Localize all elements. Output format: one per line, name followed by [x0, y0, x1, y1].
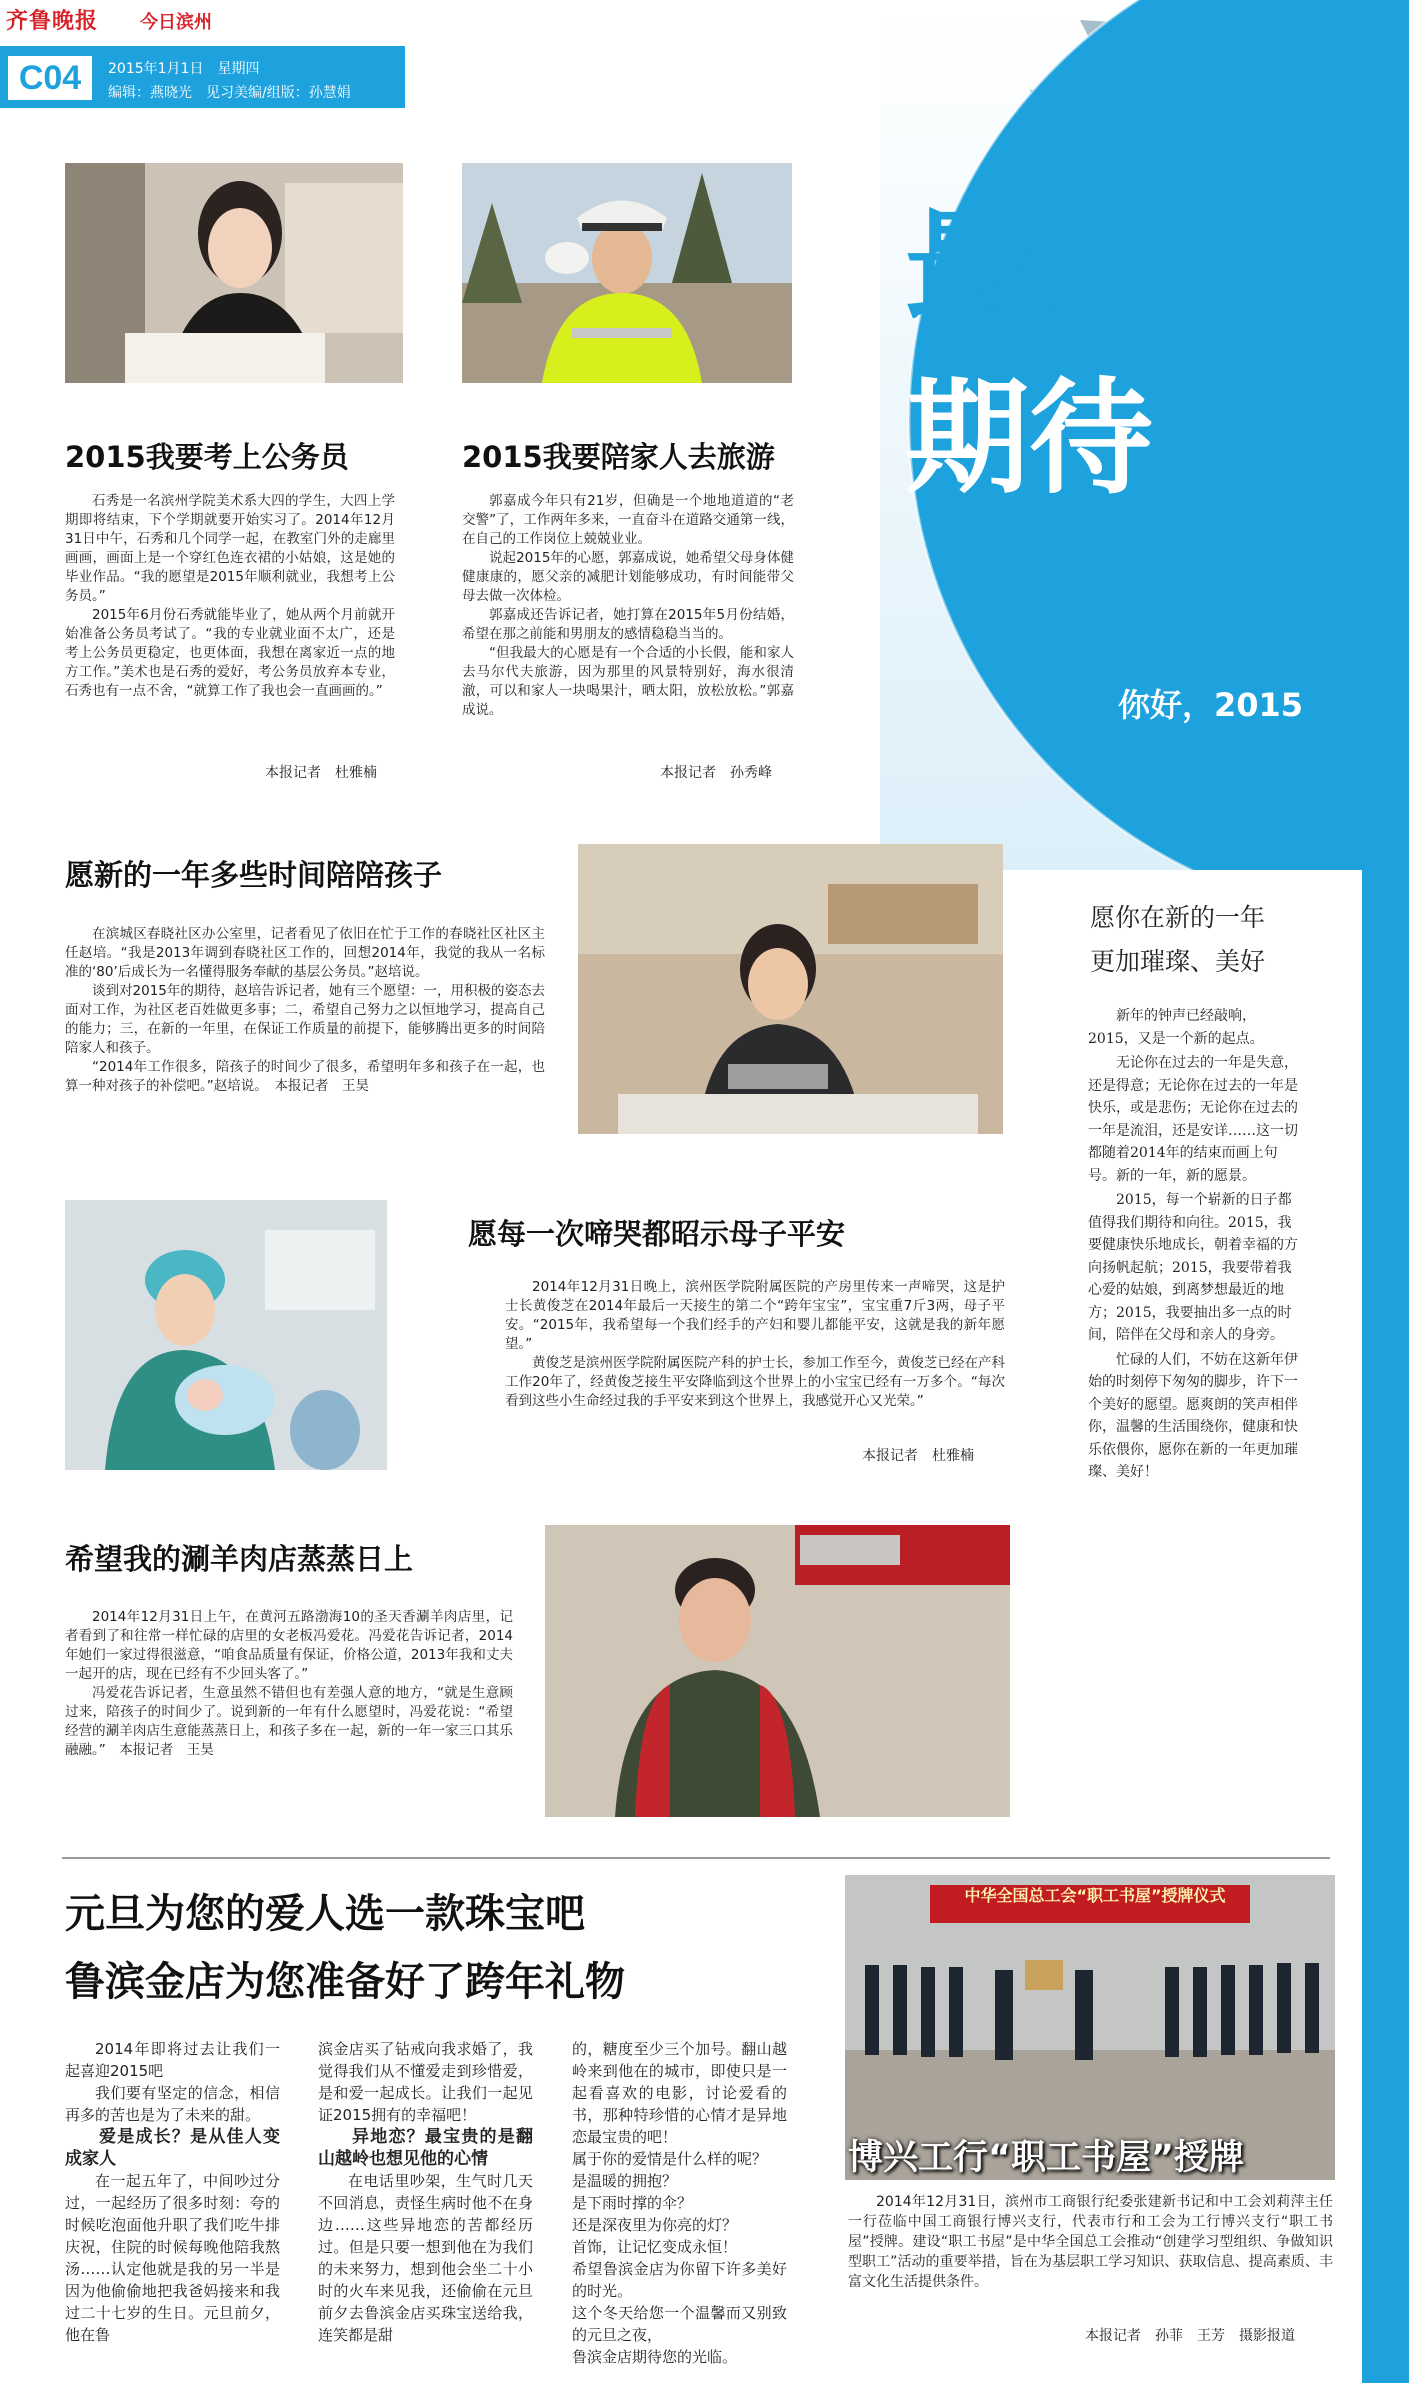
- essay-title-line1: 愿你在新的一年: [1090, 903, 1266, 932]
- paragraph: 2015，每一个崭新的日子都值得我们期待和向往。2015，我要健康快乐地成长，朝着幸福的方向扬帆起航；2015，我要带着我心爱的姑娘，到离梦想最近的地方；2015，我要抽出多一点的时间，陪伴在父母和亲人的身旁。: [1088, 1192, 1298, 1343]
- article-title: 希望我的涮羊肉店蒸蒸日上: [65, 1542, 414, 1576]
- essay-body: [1088, 1005, 1303, 1486]
- paragraph: 我们要有坚定的信念，相信再多的苦也是为了未来的甜。: [65, 2084, 280, 2124]
- byline: 本报记者 孙菲 王芳 摄影报道: [1085, 2328, 1295, 2344]
- paragraph: 谈到对2015年的期待，赵培告诉记者，她有三个愿望：一，用积极的姿态去面对工作，为社区老百姓做更多事；二，希望自己努力之以恒地学习，提高自己的能力；三，在新的一年里，在保证工作质量的前提下，能够腾出更多的时间陪陪家人和孩子。: [65, 983, 545, 1056]
- article-title: 2015我要陪家人去旅游: [462, 440, 775, 474]
- hero-subtitle: 你好，2015: [1118, 686, 1304, 724]
- photo-traffic-police: [462, 163, 792, 383]
- ad-column-2: [318, 2038, 533, 2346]
- ceremony-banner-text: 中华全国总工会“职工书屋”授牌仪式: [964, 1886, 1226, 1905]
- paragraph: 2014年12月31日上午，在黄河五路渤海10的圣天香涮羊肉店里，记者看到了和往常一样忙碌的店里的女老板冯爱花。冯爱花告诉记者，2014年她们一家过得很滋意，“咱食品质量有保证，价格公道，2013年我和丈夫一起开的店，现在已经有不少回头客了。”: [65, 1609, 513, 1682]
- line: 还是深夜里为你亮的灯？: [572, 2216, 738, 2234]
- paragraph: 2014年即将过去让我们一起喜迎2015吧: [65, 2040, 280, 2080]
- article-body: [65, 1608, 513, 1760]
- hero-title-line1: 最好: [905, 197, 1154, 341]
- photo-nurse-with-baby: [65, 1200, 387, 1470]
- section-name: 今日滨州: [140, 12, 212, 33]
- byline: 本报记者 杜雅楠: [265, 765, 377, 781]
- paragraph: 石秀是一名滨州学院美术系大四的学生，大四上学期即将结束，下个学期就要开始实习了。2014年12月31日中午，石秀和几个同学一起，在教室门外的走廊里画画，画面上是一个穿红色连衣裙的小姑娘，这是她的毕业作品。“我的愿望是2015年顺利就业，我想考上公务员。”: [65, 493, 395, 604]
- paragraph: 在电话里吵架，生气时几天不回消息，责怪生病时他不在身边……这些异地恋的苦都经历过。但是只要一想到他在为我们的未来努力，想到他会坐二十小时的火车来见我，还偷偷在元旦前夕去鲁滨金店买珠宝送给我，连笑都是甜: [318, 2172, 533, 2344]
- article-title: 2015我要考上公务员: [65, 440, 349, 474]
- ad-title-line1: 元旦为您的爱人选一款珠宝吧: [65, 1891, 585, 1937]
- news-body: [848, 2192, 1333, 2292]
- byline: 本报记者 孙秀峰: [660, 765, 772, 781]
- line: 是下雨时撑的伞？: [572, 2194, 693, 2212]
- paragraph: 在一起五年了，中间吵过分过，一起经历了很多时刻：夸的时候吃泡面他升职了我们吃牛排庆祝，住院的时候每晚他陪我熬汤……认定他就是我的另一半是因为他偷偷地把我爸妈接来和我过二十七岁的生日。元旦前夕，他在鲁: [65, 2172, 280, 2344]
- byline: 本报记者 杜雅楠: [862, 1448, 974, 1464]
- line: 首饰，让记忆变成永恒！: [572, 2238, 738, 2256]
- issue-date: 2015年1月1日 星期四: [108, 61, 260, 77]
- article-body: [505, 1278, 1005, 1411]
- paragraph: “但我最大的心愿是有一个合适的小长假，能和家人去马尔代夫旅游，因为那里的风景特别好，海水很清澈，可以和家人一块喝果汁，晒太阳，放松放松。”郭嘉成说。: [462, 645, 794, 718]
- page-number: C04: [8, 56, 92, 100]
- editor-credits: 编辑：燕晓光 见习美编/组版：孙慧娟: [108, 85, 351, 101]
- ad-column-3: [572, 2038, 787, 2368]
- section-divider: [62, 1857, 1330, 1859]
- article-body: [462, 492, 794, 720]
- paragraph: 2015年6月份石秀就能毕业了，她从两个月前就开始准备公务员考试了。“我的专业就业面不太广，还是考上公务员更稳定，也更体面，我想在离家近一点的地方工作。”美术也是石秀的爱好，考公务员放弃本专业，石秀也有一点不舍，“就算工作了我也会一直画画的。”: [65, 607, 395, 699]
- paragraph: 忙碌的人们，不妨在这新年伊始的时刻停下匆匆的脚步，许下一个美好的愿望。愿爽朗的笑声相伴你，温馨的生活围绕你，健康和快乐依偎你，愿你在新的一年更加璀璨、美好！: [1088, 1351, 1298, 1480]
- paragraph: 在滨城区春晓社区办公室里，记者看见了依旧在忙于工作的春晓社区社区主任赵培。“我是2013年调到春晓社区工作的，回想2014年，我觉的我从一名标准的‘80’后成长为一名懂得服务奉献的基层公务员。”赵培说。: [65, 926, 545, 980]
- photo-caption: 博兴工行“职工书屋”授牌: [848, 2138, 1245, 2178]
- line: 是温暖的拥抱？: [572, 2172, 678, 2190]
- paragraph: 郭嘉成还告诉记者，她打算在2015年5月份结婚，希望在那之前能和男朋友的感情稳稳当当的。: [462, 607, 794, 642]
- line: 这个冬天给您一个温馨而又别致的元旦之夜，: [572, 2304, 787, 2344]
- paragraph: 冯爱花告诉记者，生意虽然不错但也有差强人意的地方，“就是生意顾过来，陪孩子的时间少了。说到新的一年有什么愿望时，冯爱花说：“希望经营的涮羊肉店生意能蒸蒸日上，和孩子多在一起，新的一年一家三口其乐融融。” 本报记者 王昊: [65, 1685, 513, 1758]
- line: 属于你的爱情是什么样的呢？: [572, 2150, 768, 2168]
- photo-community-worker: [578, 844, 1003, 1134]
- paragraph: 说起2015年的心愿，郭嘉成说，她希望父母身体健健康康的，愿父亲的减肥计划能够成功，有时间能带父母去做一次体检。: [462, 550, 794, 604]
- paragraph: 2014年12月31日晚上，滨州医学院附属医院的产房里传来一声啼哭，这是护士长黄俊芝在2014年最后一天接生的第二个“跨年宝宝”，宝宝重7斤3两，母子平安。“2015年，我希望每一个我们经手的产妇和婴儿都能平安，这就是我的新年愿望。”: [505, 1279, 1005, 1352]
- line: 鲁滨金店期待您的光临。: [572, 2348, 738, 2366]
- right-edge-strip: [1362, 0, 1409, 2383]
- essay-title-line2: 更加璀璨、美好: [1090, 947, 1266, 976]
- article-title: 愿新的一年多些时间陪陪孩子: [65, 858, 443, 892]
- article-body: [65, 925, 545, 1096]
- article-title: 愿每一次啼哭都昭示母子平安: [468, 1217, 846, 1251]
- ad-column-1: [65, 2038, 280, 2346]
- article-body: [65, 492, 395, 701]
- paragraph: 滨金店买了钻戒向我求婚了，我觉得我们从不懂爱走到珍惜爱，是和爱一起成长。让我们一起见证2015拥有的幸福吧！: [318, 2040, 533, 2124]
- line: 希望鲁滨金店为你留下许多美好的时光。: [572, 2260, 787, 2300]
- paragraph: “2014年工作很多，陪孩子的时间少了很多，希望明年多和孩子在一起，也算一种对孩子的补偿吧。”赵培说。 本报记者 王昊: [65, 1059, 545, 1094]
- paragraph: 新年的钟声已经敲响，2015，又是一个新的起点。: [1088, 1008, 1264, 1047]
- paragraph: 郭嘉成今年只有21岁，但确是一个地地道道的“老交警”了，工作两年多来，一直奋斗在道路交通第一线，在自己的工作岗位上兢兢业业。: [462, 493, 794, 547]
- ad-title-line2: 鲁滨金店为您准备好了跨年礼物: [65, 1959, 625, 2005]
- subheading: 爱是成长？是从佳人变成家人: [65, 2127, 280, 2169]
- masthead-logo: 齐鲁晚报: [6, 8, 99, 34]
- photo-restaurant-owner: [545, 1525, 1010, 1817]
- paragraph: 黄俊芝是滨州医学院附属医院产科的护士长，参加工作至今，黄俊芝已经在产科工作20年了，经黄俊芝接生平安降临到这个世界上的小宝宝已经有一万多个。“每次看到这些小生命经过我的手平安来到这个世界上，我感觉开心又光荣。”: [505, 1355, 1005, 1409]
- photo-art-student: [65, 163, 403, 383]
- hero-title-line2: 期待: [905, 367, 1154, 511]
- paragraph: 无论你在过去的一年是失意，还是得意；无论你在过去的一年是快乐，或是悲伤；无论你在过去的一年是流泪，还是安详……这一切都随着2014年的结束而画上句号。新的一年，新的愿景。: [1088, 1055, 1298, 1184]
- paragraph: 2014年12月31日，滨州市工商银行纪委张建新书记和中工会刘莉萍主任一行莅临中国工商银行博兴支行，代表市行和工会为工行博兴支行“职工书屋”授牌。建设“职工书屋”是中华全国总工会推动“创建学习型组织、争做知识型职工”活动的重要举措，旨在为基层职工学习知识、获取信息、提高素质、丰富文化生活提供条件。: [848, 2194, 1333, 2290]
- subheading: 异地恋？最宝贵的是翻山越岭也想见他的心情: [318, 2127, 533, 2169]
- paragraph: 的，糖度至少三个加号。翻山越岭来到他在的城市，即使只是一起看喜欢的电影，讨论爱看的书，那种特珍惜的心情才是异地恋最宝贵的吧！: [572, 2040, 787, 2146]
